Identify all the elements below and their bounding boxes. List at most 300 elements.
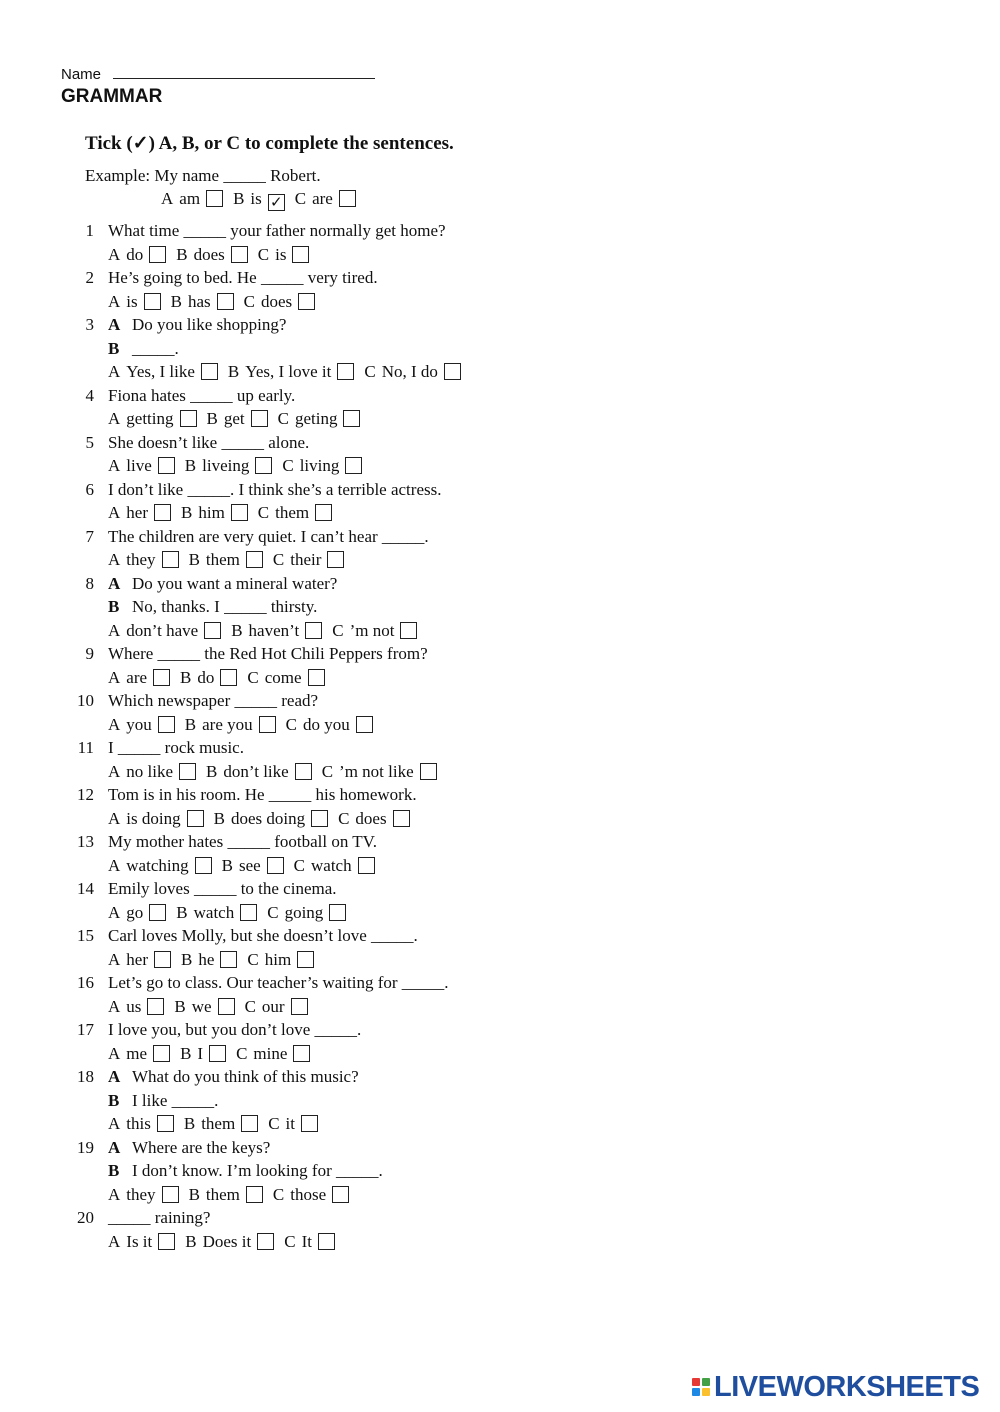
tick-checkbox[interactable] <box>420 763 437 780</box>
tick-checkbox[interactable] <box>231 246 248 263</box>
option-letter: A <box>108 808 121 828</box>
option-letter: A <box>108 291 121 311</box>
sentence-text: What time _____ your father normally get home? <box>108 221 446 240</box>
q3-option-b <box>228 362 354 382</box>
name-label: Name <box>61 66 102 83</box>
tick-checkbox[interactable] <box>251 410 268 427</box>
option-text: get <box>223 409 245 428</box>
q2-option-a <box>108 292 161 312</box>
option-letter: B <box>221 855 233 875</box>
option-text: they <box>126 1184 156 1204</box>
option-letter: C <box>338 808 350 828</box>
question-number: 8 <box>85 573 94 593</box>
option-letter: C <box>293 855 306 875</box>
q4-option-b <box>207 409 268 429</box>
question-number: 4 <box>85 385 94 405</box>
option-text: is <box>250 189 262 208</box>
option-text: come <box>264 667 302 687</box>
question-text <box>108 644 428 664</box>
q7-option-a <box>108 550 179 570</box>
question-options <box>108 950 324 970</box>
option-letter: A <box>108 902 121 922</box>
q14-option-a <box>108 903 166 923</box>
option-letter: A <box>108 714 121 734</box>
q9-option-a <box>108 668 170 688</box>
sentence-text: I don’t like _____. I think she’s a terrible actress. <box>108 479 442 499</box>
tick-checkbox[interactable] <box>158 1233 175 1250</box>
option-text: am <box>179 189 201 208</box>
question-options <box>108 550 354 570</box>
question-number: 18 <box>77 1067 94 1086</box>
option-letter: B <box>188 550 200 569</box>
option-letter: B <box>180 667 192 687</box>
option-text: I <box>197 1043 204 1063</box>
question-number: 7 <box>85 526 94 546</box>
option-letter: A <box>108 550 121 569</box>
tick-checkbox[interactable] <box>195 857 212 874</box>
q12-option-b <box>214 809 328 829</box>
question-options <box>108 809 420 829</box>
tick-checkbox[interactable] <box>259 716 276 733</box>
q20-option-b <box>185 1232 274 1252</box>
tick-checkbox[interactable] <box>329 904 346 921</box>
tick-checkbox[interactable] <box>308 669 325 686</box>
speaker-label: A <box>108 573 121 593</box>
q17-option-b <box>180 1044 226 1064</box>
q8-option-c <box>332 621 417 641</box>
q19-option-c <box>273 1185 349 1205</box>
option-text: their <box>290 550 322 569</box>
instruction: Tick (✓) A, B, or C to complete the sentences. <box>85 133 454 154</box>
option-text: haven’t <box>248 620 300 640</box>
option-letter: C <box>277 409 289 428</box>
option-text: Yes, I like <box>126 362 195 381</box>
tick-checkbox[interactable] <box>147 998 164 1015</box>
q17-option-a <box>108 1044 170 1064</box>
option-letter: C <box>247 667 259 687</box>
sentence-text: My mother hates _____ football on TV. <box>108 832 377 851</box>
question-number: 6 <box>85 479 94 499</box>
question-text <box>108 785 417 805</box>
q16-option-a <box>108 997 164 1017</box>
question-text <box>108 926 418 946</box>
tick-checkbox[interactable] <box>337 363 354 380</box>
option-letter: B <box>176 244 188 264</box>
q1-option-c <box>258 245 310 265</box>
q15-option-c <box>247 950 314 970</box>
tick-checkbox[interactable] <box>218 998 235 1015</box>
option-text: living <box>299 456 340 475</box>
option-text: they <box>126 550 156 569</box>
option-letter: A <box>108 761 121 781</box>
tick-checkbox[interactable] <box>158 457 175 474</box>
option-letter: C <box>244 996 256 1016</box>
liveworksheets-logo <box>692 1372 979 1402</box>
option-letter: A <box>108 244 121 264</box>
tick-checkbox[interactable] <box>339 190 356 207</box>
q8-option-b <box>231 621 322 641</box>
sentence-text: What do you think of this music? <box>132 1067 359 1086</box>
q4-option-c <box>278 409 361 429</box>
tick-checkbox[interactable] <box>345 457 362 474</box>
question-options <box>108 1185 359 1205</box>
tick-checkbox[interactable] <box>393 810 410 827</box>
q2-option-b <box>171 292 234 312</box>
question-text <box>108 480 441 500</box>
speaker-label: A <box>108 315 121 334</box>
tick-checkbox[interactable] <box>292 246 309 263</box>
option-text: her <box>126 503 148 522</box>
tick-checkbox[interactable] <box>327 551 344 568</box>
question-options <box>108 1114 328 1134</box>
option-text: don’t have <box>126 620 199 640</box>
sentence-text: _____ raining? <box>108 1208 211 1227</box>
q7-option-b <box>189 550 263 570</box>
tick-checkbox[interactable] <box>157 1115 174 1132</box>
q6-option-c <box>258 503 332 523</box>
question-number: 3 <box>85 315 94 334</box>
question-text <box>108 1208 210 1228</box>
option-text: ’m not like <box>339 761 414 781</box>
tick-checkbox[interactable] <box>220 951 237 968</box>
option-letter: B <box>184 456 197 475</box>
option-text: does <box>355 808 387 828</box>
q2-option-c <box>244 292 316 312</box>
tick-checkbox[interactable] <box>231 504 248 521</box>
sentence-text: Do you want a mineral water? <box>132 573 338 593</box>
question-options <box>108 762 447 782</box>
tick-checkbox[interactable] <box>246 551 263 568</box>
tick-checkbox[interactable] <box>180 410 197 427</box>
option-text: ’m not <box>349 620 395 640</box>
example-option-c <box>295 189 356 209</box>
option-text: them <box>205 1184 240 1204</box>
question-options <box>108 903 356 923</box>
option-letter: C <box>272 1184 285 1204</box>
option-letter: C <box>267 902 279 922</box>
question-options <box>108 503 342 523</box>
sentence-text: No, thanks. I _____ thirsty. <box>132 597 318 616</box>
question-text <box>108 315 286 335</box>
q18-option-a <box>108 1114 174 1134</box>
q10-option-a <box>108 715 175 735</box>
option-letter: C <box>243 291 255 311</box>
question-number: 20 <box>77 1208 94 1227</box>
option-text: him <box>264 949 292 969</box>
q20-option-a <box>108 1232 175 1252</box>
option-letter: C <box>247 949 259 969</box>
option-letter: C <box>364 362 376 381</box>
tick-checkbox[interactable] <box>255 457 272 474</box>
example-option-a <box>161 189 223 209</box>
option-text: are <box>126 667 148 687</box>
q12-option-a <box>108 809 204 829</box>
question-text <box>108 597 317 617</box>
sentence-text: _____. <box>132 338 179 358</box>
tick-checkbox[interactable] <box>293 1045 310 1062</box>
option-text: me <box>126 1043 148 1063</box>
question-number: 12 <box>77 785 94 804</box>
option-letter: A <box>108 1114 121 1133</box>
q11-option-b <box>206 762 312 782</box>
q13-option-a <box>108 856 212 876</box>
q14-option-b <box>176 903 257 923</box>
tick-checkbox[interactable] <box>332 1186 349 1203</box>
tick-checkbox[interactable] <box>209 1045 226 1062</box>
option-letter: B <box>227 362 240 381</box>
sentence-text: I _____ rock music. <box>108 738 244 757</box>
option-text: we <box>191 996 212 1016</box>
tick-checkbox[interactable] <box>297 951 314 968</box>
question-number: 10 <box>77 691 94 710</box>
option-text: watch <box>193 902 235 922</box>
tick-checkbox[interactable] <box>204 622 221 639</box>
speaker-label: B <box>108 338 120 358</box>
speaker-label: A <box>108 1137 121 1157</box>
q12-option-c <box>338 809 410 829</box>
option-text: It <box>301 1231 312 1251</box>
option-text: is <box>275 244 287 264</box>
question-number: 16 <box>77 973 94 992</box>
tick-checkbox[interactable] <box>301 1115 318 1132</box>
question-options <box>108 409 370 429</box>
question-options <box>108 715 383 735</box>
option-text: no like <box>126 761 174 781</box>
section-title: GRAMMAR <box>61 86 163 107</box>
q4-option-a <box>108 409 197 429</box>
option-letter: A <box>108 503 121 522</box>
question-number: 1 <box>85 221 94 240</box>
tick-checkbox[interactable] <box>201 363 218 380</box>
sentence-text: I like _____. <box>132 1090 219 1110</box>
option-letter: A <box>108 667 121 687</box>
q20-option-c <box>284 1232 335 1252</box>
tick-checkbox[interactable] <box>220 669 237 686</box>
q11-option-c <box>322 762 437 782</box>
option-letter: B <box>188 1184 200 1204</box>
tick-checkbox[interactable] <box>144 293 161 310</box>
option-letter: B <box>184 714 197 734</box>
option-letter: C <box>272 550 285 569</box>
option-text: does doing <box>230 808 306 828</box>
tick-checkbox[interactable] <box>153 1045 170 1062</box>
tick-checkbox[interactable] <box>217 293 234 310</box>
option-text: watching <box>126 855 189 875</box>
option-letter: A <box>108 456 121 475</box>
sentence-text: Carl loves Molly, but she doesn’t love _____. <box>108 926 418 945</box>
q17-option-c <box>236 1044 310 1064</box>
option-text: Is it <box>126 1231 153 1251</box>
option-letter: B <box>206 761 218 781</box>
tick-checkbox[interactable] <box>291 998 308 1015</box>
tick-checkbox[interactable] <box>240 904 257 921</box>
option-letter: B <box>233 189 245 208</box>
q1-option-a <box>108 245 166 265</box>
tick-checkbox[interactable] <box>311 810 328 827</box>
option-text: are you <box>202 714 253 734</box>
option-letter: C <box>257 503 270 522</box>
option-letter: B <box>183 1114 196 1133</box>
question-number: 17 <box>77 1020 94 1039</box>
option-letter: B <box>213 808 225 828</box>
logo-tile <box>692 1388 700 1396</box>
tick-checkbox[interactable] <box>149 904 166 921</box>
option-letter: A <box>108 855 121 875</box>
q8-option-a <box>108 621 221 641</box>
option-letter: C <box>268 1114 280 1133</box>
option-letter: C <box>284 1231 296 1251</box>
question-text <box>108 1161 383 1181</box>
tick-checkbox[interactable] <box>241 1115 258 1132</box>
tick-checkbox[interactable] <box>162 551 179 568</box>
option-letter: A <box>108 996 121 1016</box>
q6-option-a <box>108 503 171 523</box>
question-number: 13 <box>77 832 94 851</box>
option-letter: A <box>108 362 121 381</box>
option-letter: A <box>108 620 121 640</box>
option-text: this <box>126 1114 151 1133</box>
option-letter: C <box>294 189 307 208</box>
sentence-text: Let’s go to class. Our teacher’s waiting for _____. <box>108 973 449 992</box>
question-text <box>108 973 449 993</box>
question-text <box>108 738 244 758</box>
question-text <box>108 1091 218 1111</box>
sentence-text: Tom is in his room. He _____ his homework. <box>108 785 417 804</box>
tick-checkbox[interactable] <box>187 810 204 827</box>
sentence-text: Fiona hates _____ up early. <box>108 385 296 405</box>
option-letter: C <box>321 761 334 781</box>
tick-checkbox[interactable] <box>158 716 175 733</box>
question-options <box>108 245 319 265</box>
q11-option-a <box>108 762 196 782</box>
logo-text: LIVEWORKSHEETS <box>714 1370 980 1403</box>
tick-checkbox[interactable] <box>162 1186 179 1203</box>
question-text <box>108 691 318 711</box>
question-options <box>108 1044 320 1064</box>
q3-option-a <box>108 362 218 382</box>
logo-tile <box>692 1378 700 1386</box>
option-text: those <box>290 1184 327 1204</box>
question-options <box>108 362 471 382</box>
sentence-text: He’s going to bed. He _____ very tired. <box>108 268 378 287</box>
option-text: do <box>126 244 144 264</box>
name-row <box>61 64 375 83</box>
option-text: has <box>187 291 211 311</box>
option-text: them <box>201 1114 236 1133</box>
option-text: getting <box>126 409 174 428</box>
option-letter: B <box>176 902 188 922</box>
option-letter: B <box>185 1231 197 1251</box>
question-text <box>108 339 179 359</box>
tick-checkbox[interactable] <box>315 504 332 521</box>
tick-checkbox[interactable] <box>246 1186 263 1203</box>
option-letter: B <box>174 996 186 1016</box>
tick-checkbox[interactable] <box>295 763 312 780</box>
question-text <box>108 1020 361 1040</box>
question-text <box>108 1138 270 1158</box>
option-text: live <box>126 456 152 475</box>
question-text <box>108 268 378 288</box>
tick-checkbox[interactable] <box>267 857 284 874</box>
q6-option-b <box>181 503 248 523</box>
tick-checkbox[interactable] <box>149 246 166 263</box>
option-text: liveing <box>202 456 250 475</box>
option-text: watch <box>311 855 352 875</box>
question-number: 11 <box>77 738 94 757</box>
tick-checkbox[interactable] <box>318 1233 335 1250</box>
q5-option-b <box>185 456 273 476</box>
tick-checkbox[interactable] <box>153 669 170 686</box>
tick-checkbox[interactable] <box>356 716 373 733</box>
q9-option-b <box>180 668 237 688</box>
option-text: them <box>275 503 310 522</box>
question-number: 19 <box>77 1137 94 1157</box>
q18-option-b <box>184 1114 258 1134</box>
q13-option-b <box>222 856 284 876</box>
tick-checkbox[interactable] <box>179 763 196 780</box>
question-number: 5 <box>85 432 94 452</box>
option-text: Does it <box>202 1231 252 1251</box>
speaker-label: B <box>108 1161 120 1180</box>
question-number: 15 <box>77 926 94 945</box>
sentence-text: Where are the keys? <box>132 1137 271 1157</box>
option-letter: C <box>332 620 344 640</box>
logo-mark-icon <box>692 1378 710 1396</box>
tick-checkbox[interactable] <box>298 293 315 310</box>
q5-option-c <box>282 456 362 476</box>
tick-checkbox[interactable] <box>358 857 375 874</box>
question-text <box>108 879 337 899</box>
question-number: 2 <box>85 268 94 287</box>
tick-checkbox[interactable] <box>257 1233 274 1250</box>
example-sentence: Example: My name _____ Robert. <box>85 166 321 185</box>
tick-checkbox[interactable] <box>206 190 223 207</box>
option-text: you <box>126 714 152 734</box>
option-text: do <box>197 667 215 687</box>
q15-option-b <box>181 950 237 970</box>
option-text: do you <box>302 714 350 734</box>
tick-checkbox[interactable] <box>154 951 171 968</box>
logo-tile <box>702 1378 710 1386</box>
tick-checkbox[interactable]: ✓ <box>268 194 285 211</box>
question-text <box>108 386 295 406</box>
option-letter: B <box>181 949 193 969</box>
question-options <box>108 621 427 641</box>
option-text: Yes, I love it <box>245 362 332 381</box>
question-options <box>108 997 318 1017</box>
name-field[interactable] <box>113 64 375 79</box>
tick-checkbox[interactable] <box>400 622 417 639</box>
tick-checkbox[interactable] <box>343 410 360 427</box>
option-letter: C <box>257 244 270 264</box>
tick-checkbox[interactable] <box>305 622 322 639</box>
option-text: mine <box>253 1043 288 1063</box>
option-text: our <box>261 996 285 1016</box>
speaker-label: B <box>108 1090 120 1110</box>
q1-option-b <box>176 245 248 265</box>
q16-option-b <box>174 997 234 1017</box>
option-text: is doing <box>126 808 181 828</box>
q10-option-b <box>185 715 276 735</box>
tick-checkbox[interactable] <box>154 504 171 521</box>
tick-checkbox[interactable] <box>444 363 461 380</box>
q14-option-c <box>267 903 346 923</box>
question-text <box>108 221 446 241</box>
option-text: he <box>198 949 215 969</box>
option-text: go <box>126 902 144 922</box>
option-text: geting <box>294 409 338 428</box>
option-text: see <box>238 855 261 875</box>
